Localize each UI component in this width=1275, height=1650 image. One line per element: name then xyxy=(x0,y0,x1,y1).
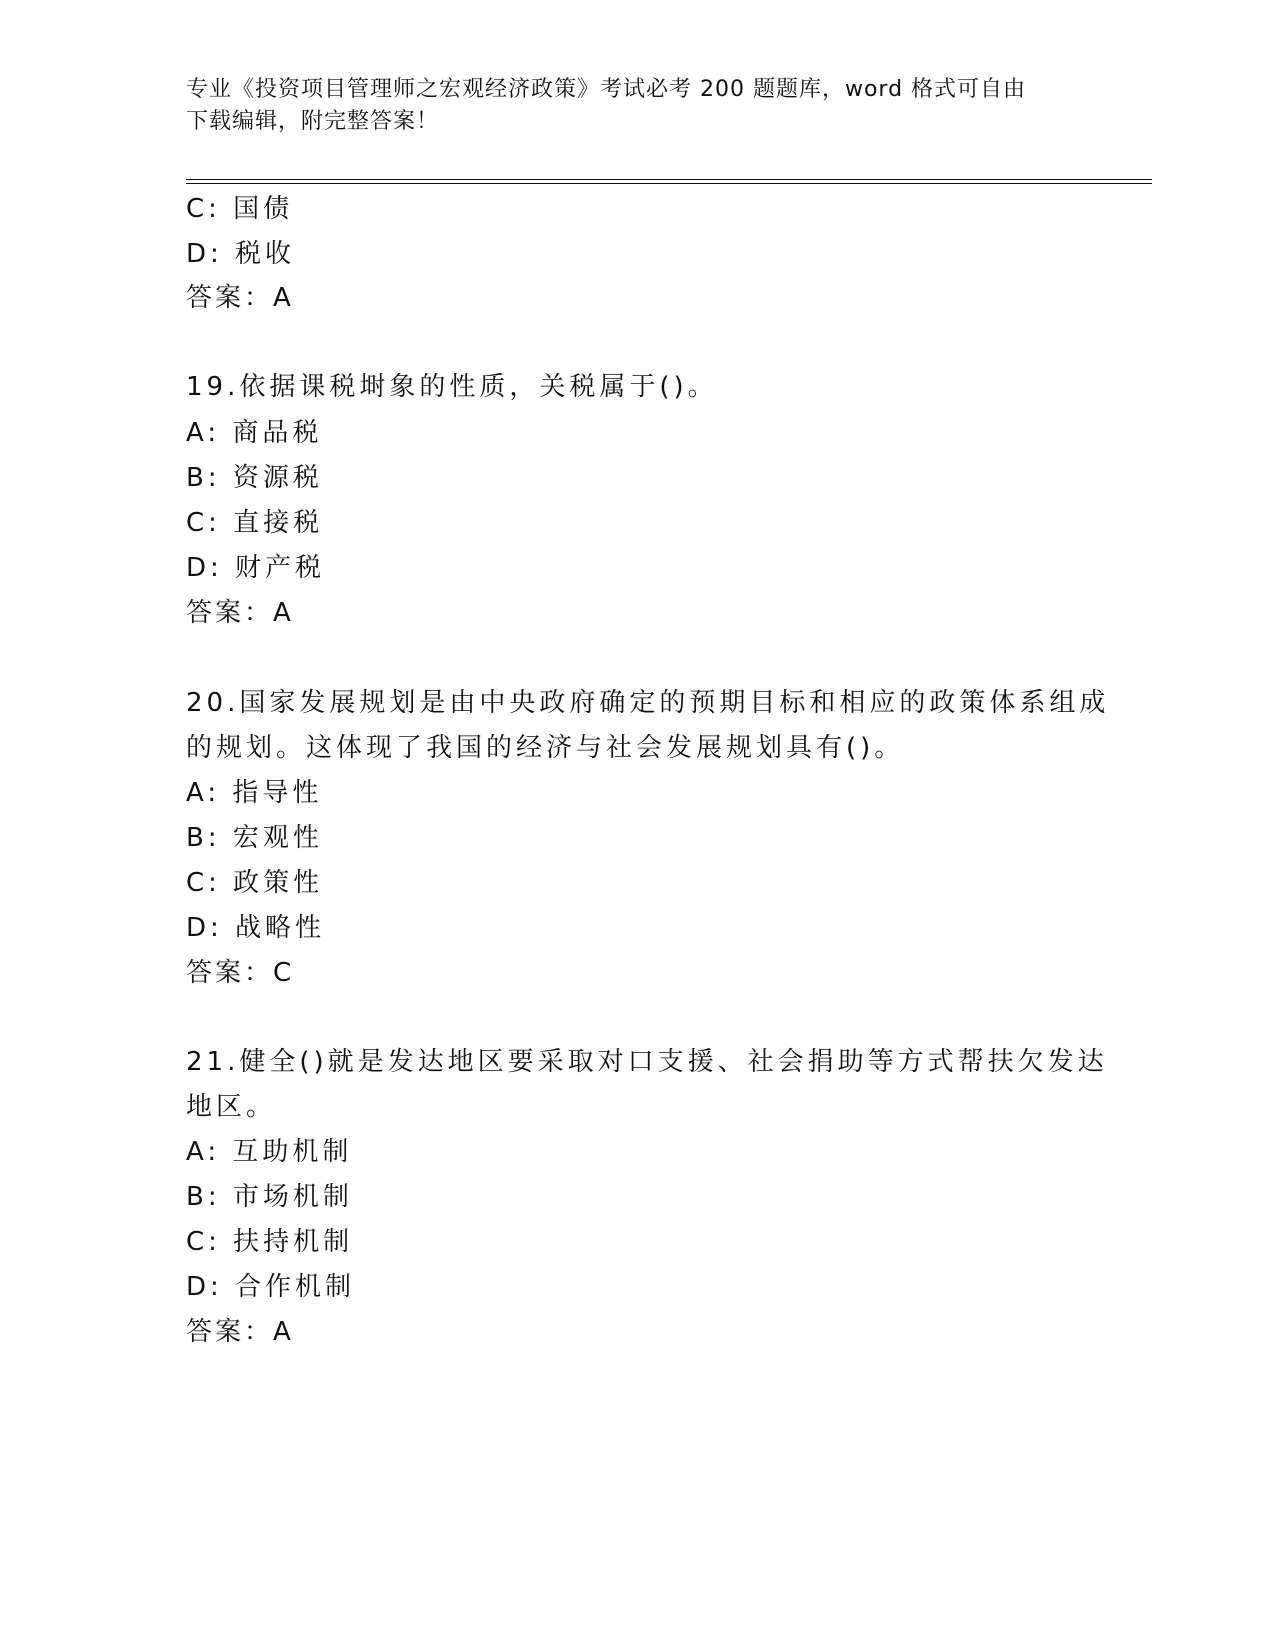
q21-stem-line-2: 地区。 xyxy=(186,1092,277,1122)
header-rule-top xyxy=(186,179,1152,180)
q19-answer: 答案：A xyxy=(186,598,294,628)
q19-stem: 19.依据课税埘象的性质，关税属于()。 xyxy=(186,372,718,402)
document-header xyxy=(186,74,1066,138)
header-line-1: 专业《投资项目管理师之宏观经济政策》考试必考 200 题题库，word 格式可自由 xyxy=(186,77,1027,102)
q20-option-c: C: 政策性 xyxy=(186,868,324,898)
q20-option-d: D: 战略性 xyxy=(186,913,326,943)
q19-option-b: B: 资源税 xyxy=(186,463,323,493)
header-rule-bottom xyxy=(186,183,1152,184)
q21-stem-line-1: 21.健全()就是发达地区要采取对口支援、社会捐助等方式帮扶欠发达 xyxy=(186,1047,1108,1077)
q21-option-b: B: 市场机制 xyxy=(186,1182,353,1212)
q20-stem-line-2: 的规划。这体现了我国的经济与社会发展规划具有()。 xyxy=(186,733,905,763)
carryover-option-d: D: 税收 xyxy=(186,239,296,269)
carryover-answer: 答案：A xyxy=(186,283,294,313)
q20-option-a: A: 指导性 xyxy=(186,778,323,808)
q21-option-a: A: 互助机制 xyxy=(186,1137,353,1167)
q19-option-d: D: 财产税 xyxy=(186,553,326,583)
q19-option-c: C: 直接税 xyxy=(186,508,324,538)
q20-answer: 答案：C xyxy=(186,958,295,988)
q20-stem-line-1: 20.国家发展规划是由中央政府确定的预期目标和相应的政策体系组成 xyxy=(186,688,1110,718)
q19-option-a: A: 商品税 xyxy=(186,418,323,448)
q20-option-b: B: 宏观性 xyxy=(186,823,323,853)
q21-option-c: C: 扶持机制 xyxy=(186,1227,354,1257)
q21-option-d: D: 合作机制 xyxy=(186,1272,356,1302)
header-line-2: 下载编辑，附完整答案！ xyxy=(186,109,440,134)
q21-answer: 答案：A xyxy=(186,1317,294,1347)
carryover-option-c: C: 国债 xyxy=(186,194,294,224)
